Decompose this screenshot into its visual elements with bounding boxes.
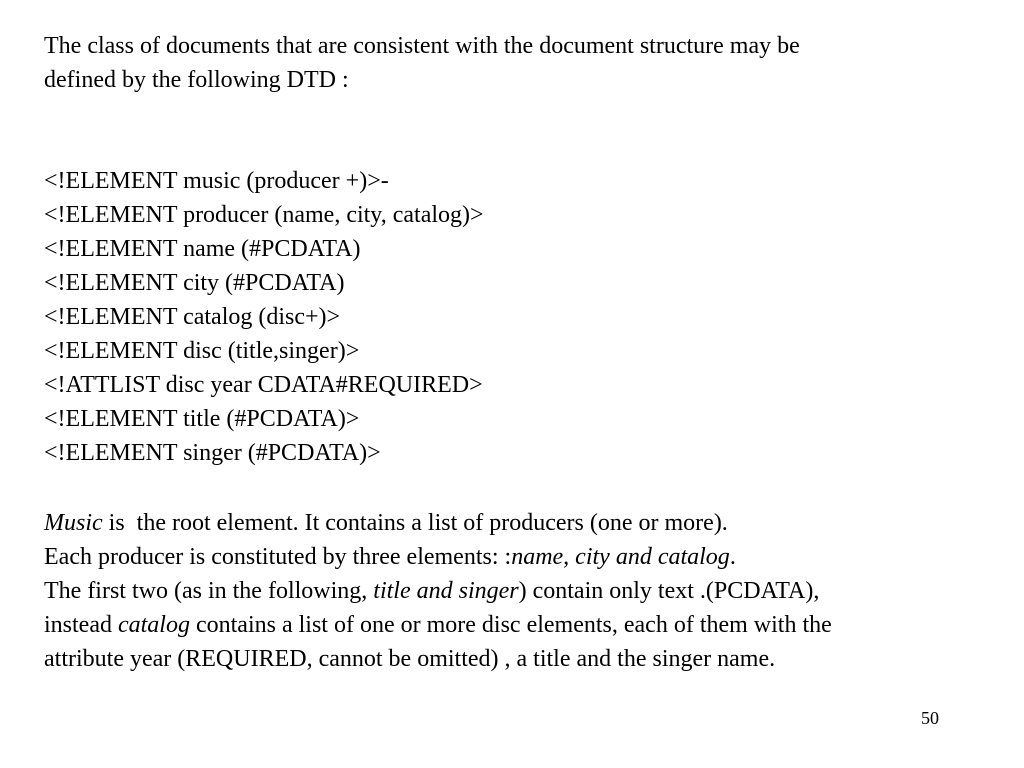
explanation-text: contains a list of one or more disc elements, each of them with the <box>189 612 832 638</box>
dtd-listing <box>44 164 984 470</box>
intro-line-1: The class of documents that are consistent with the document structure may be <box>44 33 800 59</box>
dtd-line: <!ELEMENT catalog (disc+)> <box>44 304 341 330</box>
intro-line-2: defined by the following DTD : <box>44 67 349 93</box>
explanation-line-4 <box>44 608 1004 642</box>
explanation-text: is the root element. It contains a list of producers (one or more). <box>102 510 728 536</box>
intro-paragraph <box>44 29 984 97</box>
title-singer-term: title and singer <box>373 578 519 604</box>
explanation-line-1 <box>44 506 1004 540</box>
explanation-text: The first two (as in the following, <box>44 578 374 604</box>
dtd-line: <!ATTLIST disc year CDATA#REQUIRED> <box>44 372 483 398</box>
explanation-line-3 <box>44 574 1004 608</box>
explanation-line-5: attribute year (REQUIRED, cannot be omitted) , a title and the singer name. <box>44 646 776 672</box>
dtd-line: <!ELEMENT disc (title,singer)> <box>44 338 360 364</box>
page-number: 50 <box>921 708 939 728</box>
dtd-line: <!ELEMENT title (#PCDATA)> <box>44 406 360 432</box>
explanation-line-2 <box>44 540 1004 574</box>
catalog-term: catalog <box>117 612 190 638</box>
explanation-text: instead <box>44 612 118 638</box>
explanation-paragraph <box>44 506 1004 676</box>
dtd-line: <!ELEMENT music (producer +)>- <box>44 168 389 194</box>
dtd-line: <!ELEMENT name (#PCDATA) <box>44 236 361 262</box>
explanation-text: ) contain only text .(PCDATA), <box>518 578 820 604</box>
dtd-line: <!ELEMENT producer (name, city, catalog)> <box>44 202 484 228</box>
dtd-line: <!ELEMENT city (#PCDATA) <box>44 270 345 296</box>
music-term: Music <box>44 510 103 536</box>
explanation-text: Each producer is constituted by three elements: : <box>44 544 512 570</box>
explanation-text: . <box>729 544 736 570</box>
dtd-line: <!ELEMENT singer (#PCDATA)> <box>44 440 381 466</box>
elements-term: name, city and catalog <box>511 544 730 570</box>
